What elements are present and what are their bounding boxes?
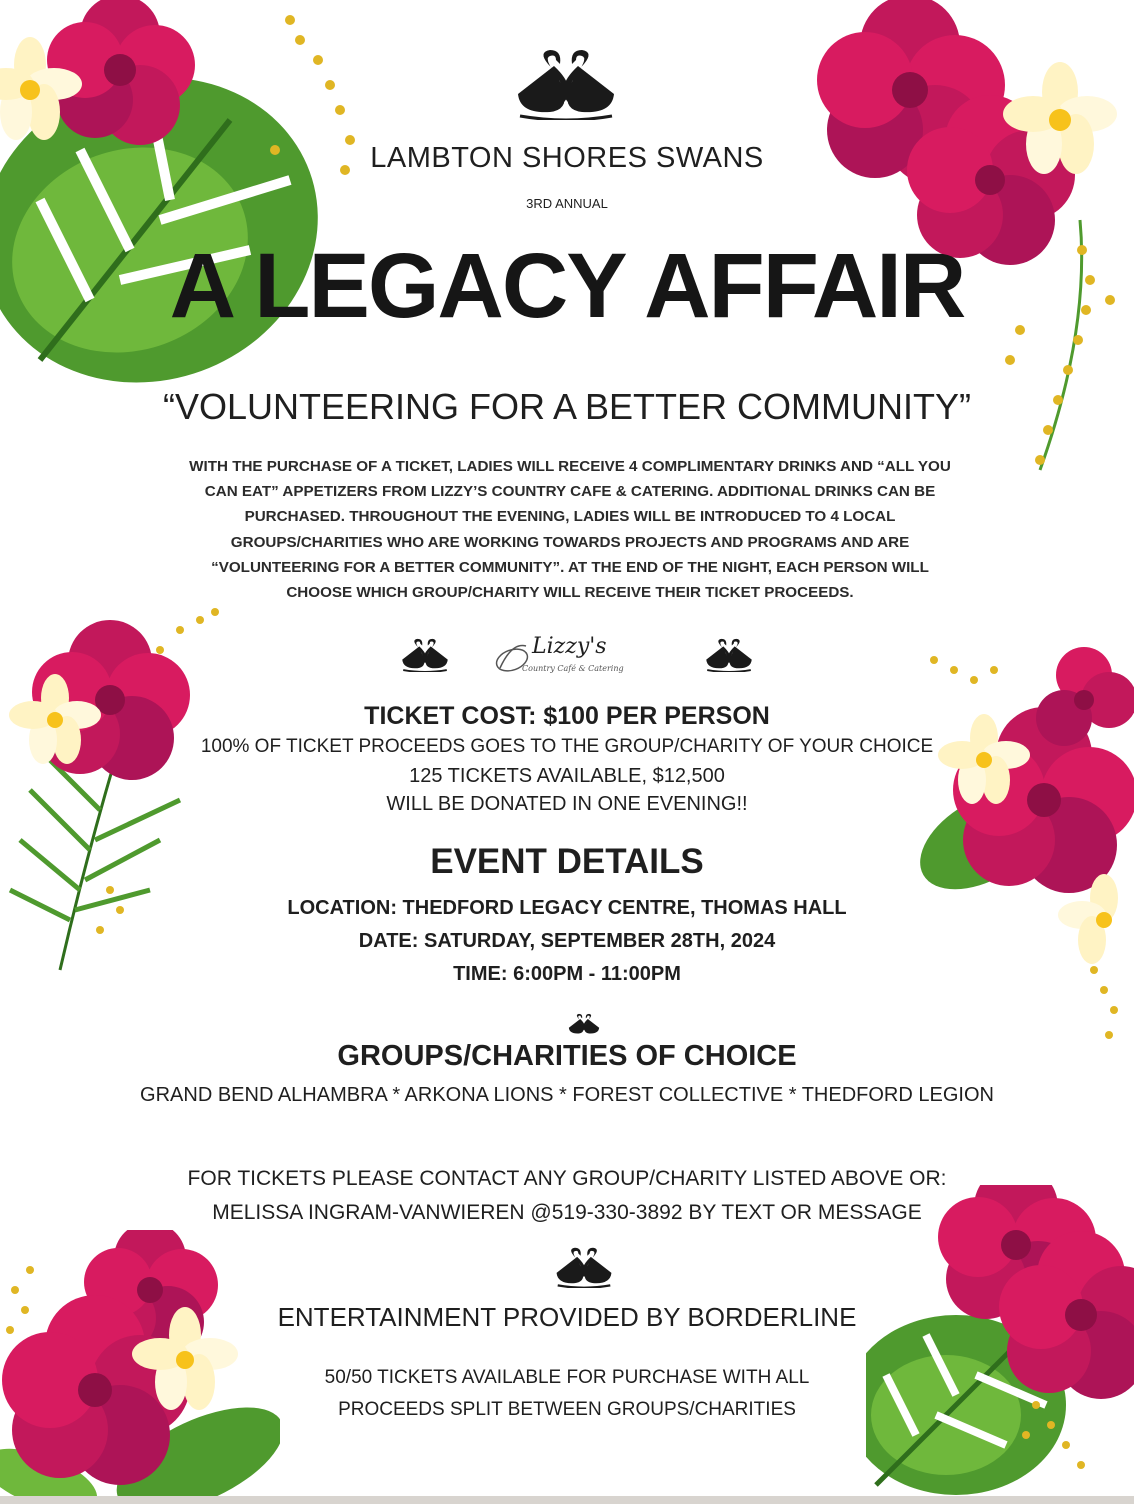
intro-line: GROUPS/CHARITIES WHO ARE WORKING TOWARDS PROJECTS AND PROGRAMS AND ARE [230,533,910,551]
swan-logo-sponsor-right [702,636,756,672]
ticket-contact [0,1162,1134,1230]
swan-logo-small [566,1012,602,1036]
entertainment-note: ENTERTAINMENT PROVIDED BY BORDERLINE [277,1302,857,1332]
event-date: DATE: SATURDAY, SEPTEMBER 28TH, 2024 [358,930,776,952]
bottom-edge [0,1496,1134,1504]
fifty-fifty-note [0,1362,1134,1426]
floral-bottom-right [866,1185,1134,1500]
intro-paragraph [140,454,1000,605]
event-details-heading: EVENT DETAILS [430,842,704,881]
event-location: LOCATION: THEDFORD LEGACY CENTRE, THOMAS HALL [287,897,847,919]
tickets-donated: WILL BE DONATED IN ONE EVENING!! [386,793,748,815]
groups-list: GRAND BEND ALHAMBRA * ARKONA LIONS * FOREST COLLECTIVE * THEDFORD LEGION [140,1084,994,1106]
tickets-available: 125 TICKETS AVAILABLE, $12,500 [409,765,725,787]
fifty-fifty-line: PROCEEDS SPLIT BETWEEN GROUPS/CHARITIES [338,1399,796,1420]
sponsor-subtitle: Country Café & Catering [522,664,624,673]
event-title: A LEGACY AFFAIR [169,235,965,337]
contact-line: MELISSA INGRAM-VANWIEREN @519-330-3892 BY TEXT OR MESSAGE [212,1201,922,1224]
sponsor-name: Lizzy's [532,634,607,659]
fifty-fifty-line: 50/50 TICKETS AVAILABLE FOR PURCHASE WITH ALL [324,1367,810,1388]
organization-name: LAMBTON SHORES SWANS [370,142,764,174]
groups-heading: GROUPS/CHARITIES OF CHOICE [337,1040,797,1072]
swan-logo-sponsor-left [398,636,452,672]
ticket-proceeds: 100% OF TICKET PROCEEDS GOES TO THE GROUP/CHARITY OF YOUR CHOICE [200,736,934,757]
event-time: TIME: 6:00PM - 11:00PM [453,963,681,985]
intro-line: PURCHASED. THROUGHOUT THE EVENING, LADIES WILL BE INTRODUCED TO 4 LOCAL [244,508,896,526]
swan-logo-top [510,44,622,120]
ticket-availability [0,762,1134,818]
intro-line: CHOOSE WHICH GROUP/CHARITY WILL RECEIVE THEIR TICKET PROCEEDS. [286,584,854,602]
intro-line: WITH THE PURCHASE OF A TICKET, LADIES WILL RECEIVE 4 COMPLIMENTARY DRINKS AND “ALL YOU [189,458,951,475]
intro-line: CAN EAT” APPETIZERS FROM LIZZY’S COUNTRY CAFE & CATERING. ADDITIONAL DRINKS CAN BE [204,483,936,501]
annual-label: 3RD ANNUAL [526,196,608,211]
tagline: “VOLUNTEERING FOR A BETTER COMMUNITY” [162,386,972,427]
intro-line: “VOLUNTEERING FOR A BETTER COMMUNITY”. AT THE END OF THE NIGHT, EACH PERSON WILL [211,558,929,576]
contact-line: FOR TICKETS PLEASE CONTACT ANY GROUP/CHARITY LISTED ABOVE OR: [187,1167,947,1190]
ticket-cost: TICKET COST: $100 PER PERSON [364,702,770,730]
swan-logo-bottom [552,1244,616,1288]
